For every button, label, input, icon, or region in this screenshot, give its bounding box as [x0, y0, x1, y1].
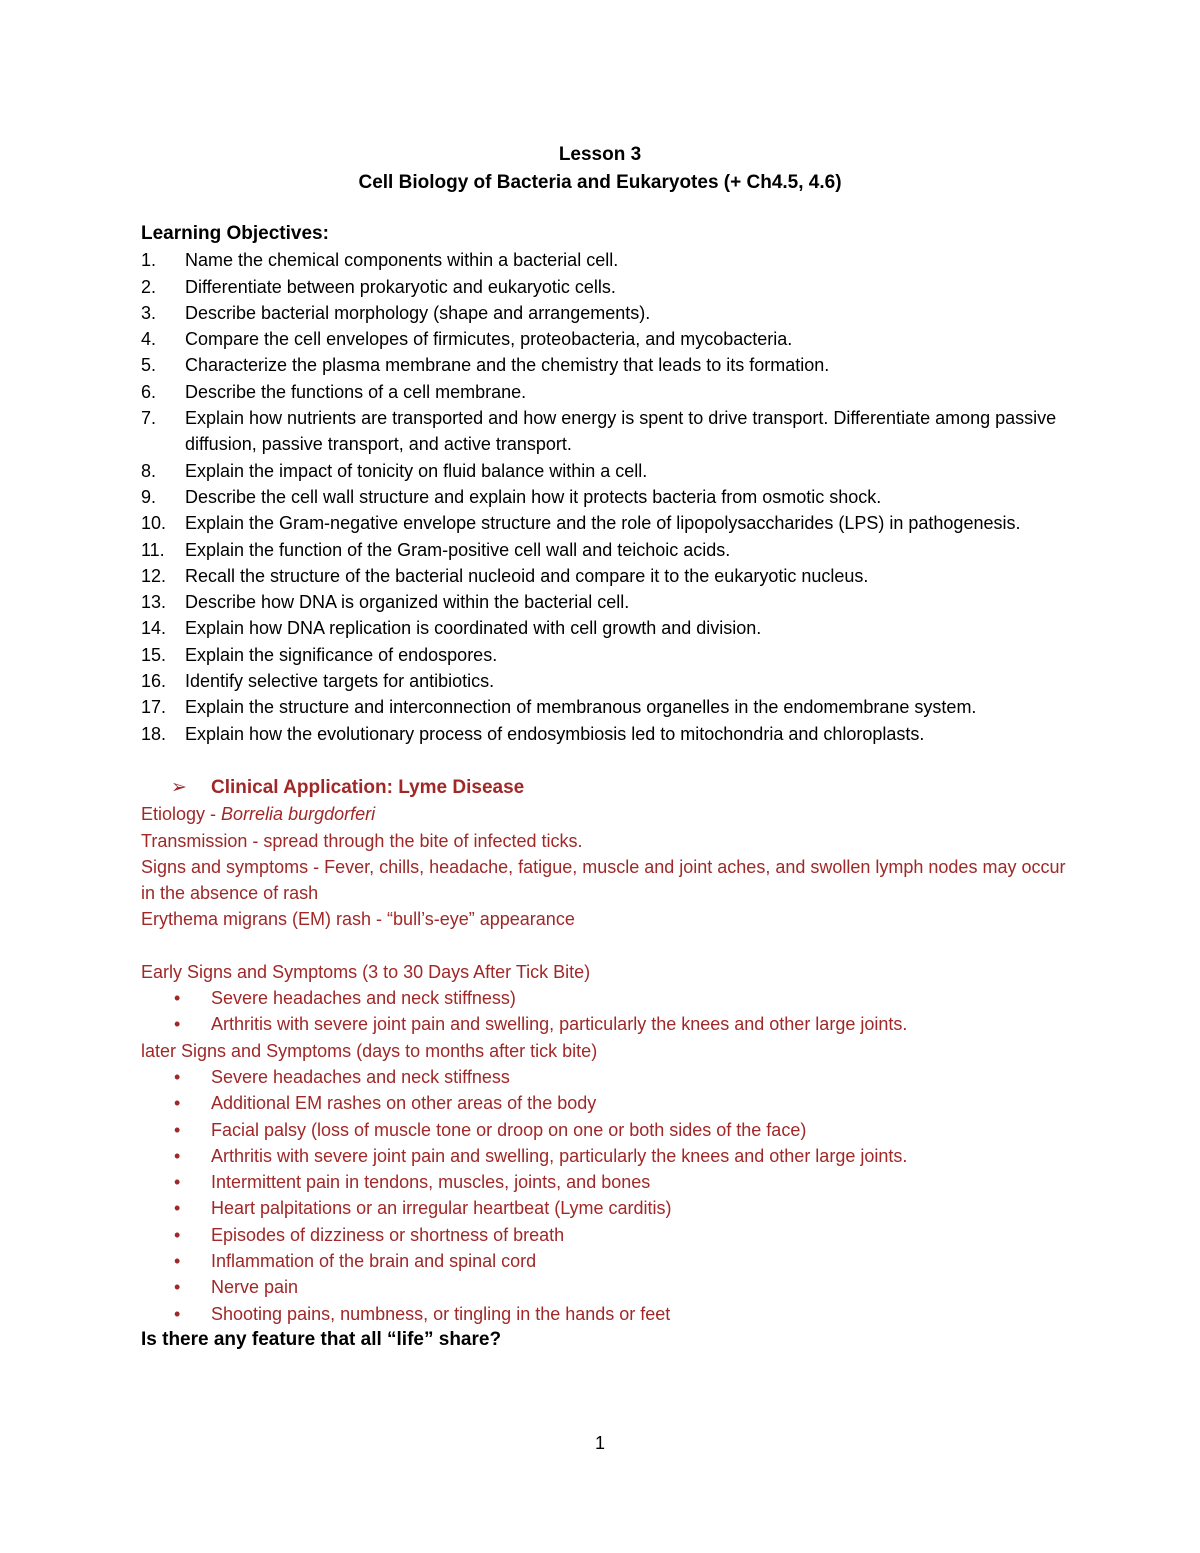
early-signs-list	[141, 985, 1071, 1038]
bullet-icon: •	[174, 1066, 181, 1087]
objective-number: 3.	[141, 302, 157, 323]
symptom-item	[141, 1274, 1071, 1300]
arrow-bullet-icon: ➢	[171, 776, 187, 798]
erythema-line: Erythema migrans (EM) rash - “bull’s-eye” appearance	[141, 909, 575, 930]
lesson-title: Cell Biology of Bacteria and Eukaryotes (+ Ch4.5, 4.6)	[358, 172, 842, 193]
objectives-list	[141, 247, 1071, 747]
objective-text: Recall the structure of the bacterial nucleoid and compare it to the eukaryotic nucleus.	[185, 565, 869, 586]
objective-number: 10.	[141, 513, 167, 534]
objective-item	[141, 274, 1071, 300]
objective-number: 2.	[141, 276, 157, 297]
bullet-icon: •	[174, 1119, 181, 1140]
objective-text: Explain the significance of endospores.	[185, 644, 498, 665]
objective-item	[141, 405, 1071, 458]
symptom-item	[141, 1301, 1071, 1327]
objective-item	[141, 326, 1071, 352]
closing-question: Is there any feature that all “life” share?	[141, 1328, 502, 1350]
clinical-section	[141, 775, 1071, 1327]
bullet-icon: •	[174, 1198, 181, 1219]
symptom-text: Intermittent pain in tendons, muscles, joints, and bones	[211, 1172, 651, 1193]
objective-text: Describe the functions of a cell membrane.	[185, 381, 527, 402]
symptom-text: Inflammation of the brain and spinal cord	[211, 1250, 537, 1271]
objective-item	[141, 379, 1071, 405]
transmission-line: Transmission - spread through the bite of infected ticks.	[141, 830, 583, 851]
signs-line: Signs and symptoms - Fever, chills, headache, fatigue, muscle and joint aches, and swollen lymph nodes may occur in the absence of rash	[141, 856, 1066, 904]
document-body	[141, 221, 1071, 1353]
objective-item	[141, 510, 1071, 536]
objective-item	[141, 668, 1071, 694]
symptom-text: Facial palsy (loss of muscle tone or droop on one or both sides of the face)	[211, 1119, 807, 1140]
symptom-item	[141, 1143, 1071, 1169]
bullet-icon: •	[174, 988, 181, 1009]
objective-item	[141, 721, 1071, 747]
objective-text: Describe how DNA is organized within the bacterial cell.	[185, 592, 630, 613]
symptom-text: Arthritis with severe joint pain and swelling, particularly the knees and other large joints.	[211, 1145, 908, 1166]
symptom-text: Episodes of dizziness or shortness of breath	[211, 1224, 565, 1245]
symptom-text: Heart palpitations or an irregular heartbeat (Lyme carditis)	[211, 1198, 672, 1219]
objective-text: Differentiate between prokaryotic and eukaryotic cells.	[185, 276, 616, 297]
page-number: 1	[594, 1433, 605, 1453]
objective-number: 8.	[141, 460, 157, 481]
document-header	[0, 141, 1200, 197]
early-signs-heading: Early Signs and Symptoms (3 to 30 Days After Tick Bite)	[141, 961, 591, 982]
bullet-icon: •	[174, 1250, 181, 1271]
spacer	[141, 933, 1071, 959]
objective-item	[141, 615, 1071, 641]
symptom-item	[141, 1011, 1071, 1037]
objective-number: 17.	[141, 697, 167, 718]
later-signs-list	[141, 1064, 1071, 1327]
bullet-icon: •	[174, 1224, 181, 1245]
objective-text: Characterize the plasma membrane and the chemistry that leads to its formation.	[185, 355, 830, 376]
objective-text: Explain the impact of tonicity on fluid balance within a cell.	[185, 460, 648, 481]
symptom-text: Severe headaches and neck stiffness)	[211, 988, 516, 1009]
objective-number: 12.	[141, 565, 167, 586]
symptom-item	[141, 985, 1071, 1011]
objective-item	[141, 458, 1071, 484]
objective-number: 13.	[141, 592, 167, 613]
bullet-icon: •	[174, 1145, 181, 1166]
symptom-text: Nerve pain	[211, 1277, 299, 1298]
objective-item	[141, 247, 1071, 273]
symptom-item	[141, 1117, 1071, 1143]
bullet-icon: •	[174, 1172, 181, 1193]
objective-number: 11.	[141, 539, 165, 560]
symptom-item	[141, 1064, 1071, 1090]
bullet-icon: •	[174, 1014, 181, 1035]
symptom-text: Severe headaches and neck stiffness	[211, 1066, 510, 1087]
objective-text: Explain the structure and interconnection of membranous organelles in the endomembrane system.	[185, 697, 977, 718]
symptom-text: Arthritis with severe joint pain and swelling, particularly the knees and other large joints.	[211, 1014, 908, 1035]
lesson-label: Lesson 3	[558, 144, 642, 165]
objective-item	[141, 642, 1071, 668]
symptom-text: Additional EM rashes on other areas of the body	[211, 1093, 597, 1114]
symptom-text: Shooting pains, numbness, or tingling in the hands or feet	[211, 1303, 671, 1324]
objective-item	[141, 537, 1071, 563]
clinical-heading	[141, 775, 1071, 801]
objective-item	[141, 563, 1071, 589]
objective-number: 1.	[141, 250, 157, 271]
objective-item	[141, 694, 1071, 720]
objective-text: Describe bacterial morphology (shape and arrangements).	[185, 302, 651, 323]
objective-text: Explain how nutrients are transported and how energy is spent to drive transport. Differentiate among passive diffusion, passive transport, and active transport.	[185, 408, 1057, 455]
etiology-label: Etiology -	[141, 804, 222, 825]
symptom-item	[141, 1222, 1071, 1248]
etiology-line	[141, 801, 1071, 827]
objective-text: Explain the function of the Gram-positive cell wall and teichoic acids.	[185, 539, 731, 560]
objective-number: 18.	[141, 723, 167, 744]
symptom-item	[141, 1195, 1071, 1221]
objective-number: 6.	[141, 381, 157, 402]
objective-text: Explain the Gram-negative envelope structure and the role of lipopolysaccharides (LPS) in pathogenesis.	[185, 513, 1021, 534]
objective-number: 9.	[141, 486, 157, 507]
symptom-item	[141, 1090, 1071, 1116]
objective-number: 4.	[141, 329, 157, 350]
objective-text: Explain how DNA replication is coordinated with cell growth and division.	[185, 618, 762, 639]
objective-item	[141, 484, 1071, 510]
objective-item	[141, 352, 1071, 378]
later-signs-heading: later Signs and Symptoms (days to months after tick bite)	[141, 1040, 598, 1061]
objective-text: Identify selective targets for antibiotics.	[185, 671, 495, 692]
objective-number: 7.	[141, 408, 157, 429]
bullet-icon: •	[174, 1277, 181, 1298]
objectives-heading: Learning Objectives:	[141, 223, 329, 244]
etiology-value: Borrelia burgdorferi	[221, 804, 376, 825]
objective-item	[141, 300, 1071, 326]
objective-number: 14.	[141, 618, 167, 639]
objective-text: Explain how the evolutionary process of endosymbiosis led to mitochondria and chloroplasts.	[185, 723, 925, 744]
objective-text: Name the chemical components within a bacterial cell.	[185, 250, 619, 271]
bullet-icon: •	[174, 1303, 181, 1324]
symptom-item	[141, 1169, 1071, 1195]
objective-text: Describe the cell wall structure and explain how it protects bacteria from osmotic shock.	[185, 486, 882, 507]
bullet-icon: •	[174, 1093, 181, 1114]
objective-number: 16.	[141, 671, 167, 692]
clinical-heading-label: Clinical Application: Lyme Disease	[211, 776, 525, 798]
symptom-item	[141, 1248, 1071, 1274]
objective-number: 5.	[141, 355, 157, 376]
objective-item	[141, 589, 1071, 615]
objective-number: 15.	[141, 644, 167, 665]
objective-text: Compare the cell envelopes of firmicutes, proteobacteria, and mycobacteria.	[185, 329, 793, 350]
